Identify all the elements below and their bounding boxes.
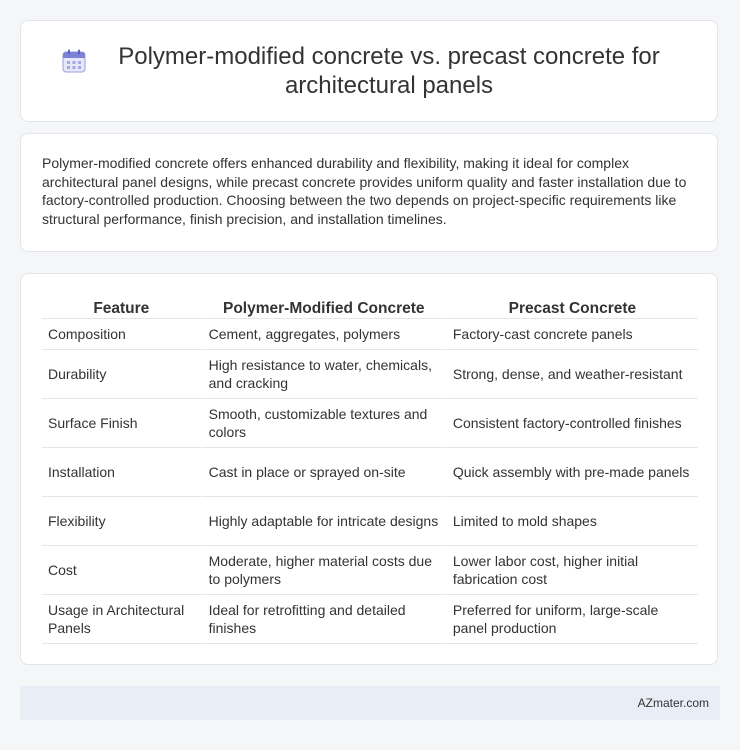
feature-cell: Cost <box>42 546 201 595</box>
precast-cell: Consistent factory-controlled finishes <box>445 399 698 448</box>
page-title: Polymer-modified concrete vs. precast concrete for architectural panels <box>118 43 660 99</box>
feature-cell: Composition <box>42 319 201 350</box>
feature-cell: Usage in Architectural Panels <box>42 595 201 644</box>
title-card <box>20 20 718 122</box>
precast-cell: Limited to mold shapes <box>445 497 698 546</box>
polymer-cell: High resistance to water, chemicals, and cracking <box>201 350 445 399</box>
precast-cell: Quick assembly with pre-made panels <box>445 448 698 497</box>
intro-card <box>20 133 718 252</box>
table-row <box>42 497 698 546</box>
feature-cell: Installation <box>42 448 201 497</box>
polymer-cell: Ideal for retrofitting and detailed finishes <box>201 595 445 644</box>
polymer-cell: Cast in place or sprayed on-site <box>201 448 445 497</box>
table-row <box>42 399 698 448</box>
table-row <box>42 448 698 497</box>
polymer-cell: Cement, aggregates, polymers <box>201 319 445 350</box>
intro-paragraph: Polymer-modified concrete offers enhanced durability and flexibility, making it ideal for complex architectural panel designs, while precast concrete provides uniform quality and faster installation due to factory-controlled production. Choosing between the two depends on project-specific requirements like structural performance, finish precision, and installation timelines. <box>42 155 687 227</box>
table-row <box>42 350 698 399</box>
comparison-table <box>42 296 698 644</box>
precast-cell: Preferred for uniform, large-scale panel production <box>445 595 698 644</box>
table-header-row <box>42 296 698 319</box>
precast-cell: Strong, dense, and weather-resistant <box>445 350 698 399</box>
column-header-polymer: Polymer-Modified Concrete <box>201 296 445 319</box>
polymer-cell: Smooth, customizable textures and colors <box>201 399 445 448</box>
title-wrap <box>21 42 717 100</box>
feature-cell: Flexibility <box>42 497 201 546</box>
comparison-card <box>20 273 718 665</box>
precast-cell: Lower labor cost, higher initial fabrication cost <box>445 546 698 595</box>
calendar-icon <box>61 48 87 74</box>
table-row <box>42 546 698 595</box>
footer-brand: AZmater.com <box>637 696 709 710</box>
column-header-precast: Precast Concrete <box>445 296 698 319</box>
feature-cell: Durability <box>42 350 201 399</box>
polymer-cell: Highly adaptable for intricate designs <box>201 497 445 546</box>
polymer-cell: Moderate, higher material costs due to polymers <box>201 546 445 595</box>
table-row <box>42 595 698 644</box>
precast-cell: Factory-cast concrete panels <box>445 319 698 350</box>
column-header-feature: Feature <box>42 296 201 319</box>
footer-bar <box>20 686 720 720</box>
feature-cell: Surface Finish <box>42 399 201 448</box>
table-row <box>42 319 698 350</box>
